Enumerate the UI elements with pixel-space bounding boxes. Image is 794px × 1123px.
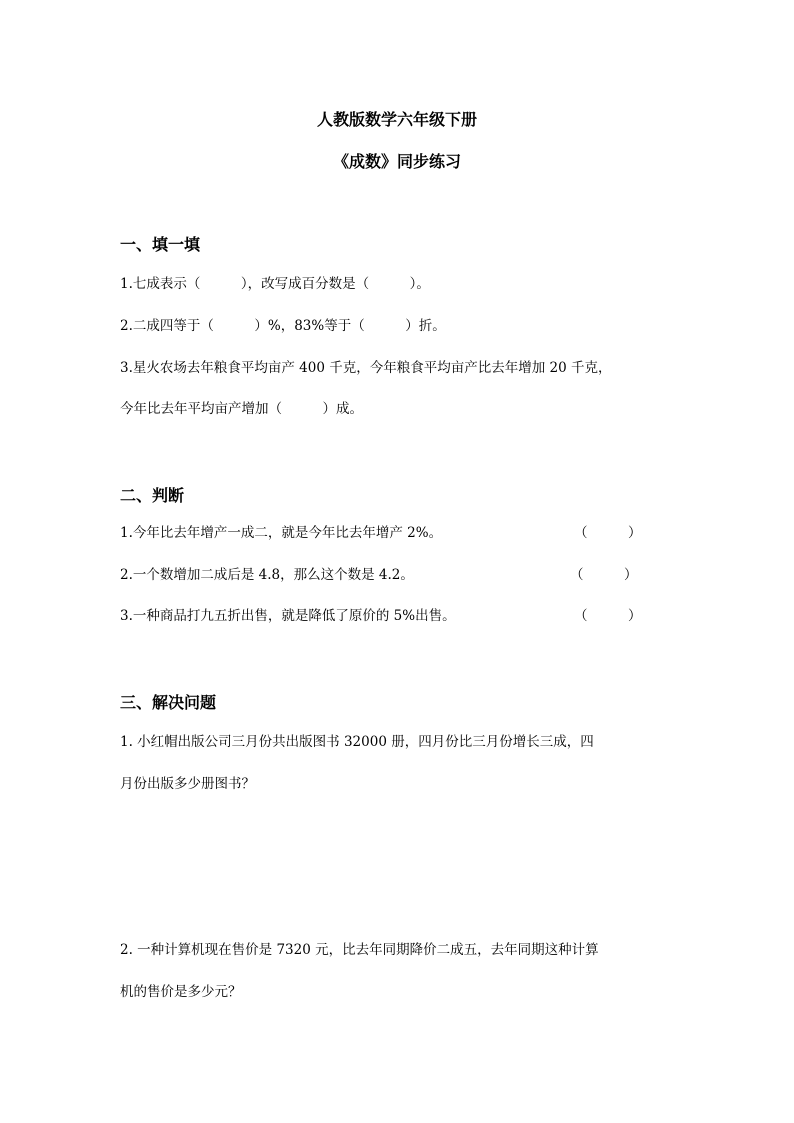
section-heading-judgment: 二、判断 [120, 486, 185, 505]
fill-question-2: 2.二成四等于（ ）%，83%等于（ ）折。 [120, 318, 446, 334]
judgment-answer-box-3: （ ） [574, 608, 642, 624]
problem-1-line-1: 1. 小红帽出版公司三月份共出版图书 32000 册，四月份比三月份增长三成，四 [120, 734, 594, 750]
problem-2-line-2: 机的售价是多少元？ [120, 984, 242, 1000]
document-title: 人教版数学六年级下册 [316, 110, 477, 129]
document-subtitle: 《成数》同步练习 [332, 152, 461, 171]
section-heading-fill-in: 一、填一填 [120, 235, 201, 254]
fill-question-3-line-1: 3.星火农场去年粮食平均亩产 400 千克，今年粮食平均亩产比去年增加 20 千克， [120, 360, 612, 376]
problem-2-line-1: 2. 一种计算机现在售价是 7320 元，比去年同期降价二成五，去年同期这种计算 [120, 942, 599, 958]
fill-question-3-line-2: 今年比去年平均亩产增加（ ）成。 [120, 401, 363, 417]
judgment-question-3: 3.一种商品打九五折出售，就是降低了原价的 5%出售。 [120, 608, 456, 624]
judgment-question-2: 2.一个数增加二成后是 4.8，那么这个数是 4.2。 [120, 567, 414, 583]
judgment-answer-box-2: （ ） [570, 567, 638, 583]
judgment-answer-box-1: （ ） [574, 525, 642, 541]
section-heading-problem-solving: 三、解决问题 [120, 693, 217, 712]
fill-question-1: 1.七成表示（ ），改写成百分数是（ ）。 [120, 276, 430, 292]
judgment-question-1: 1.今年比去年增产一成二，就是今年比去年增产 2%。 [120, 525, 443, 541]
problem-1-line-2: 月份出版多少册图书？ [120, 776, 255, 792]
